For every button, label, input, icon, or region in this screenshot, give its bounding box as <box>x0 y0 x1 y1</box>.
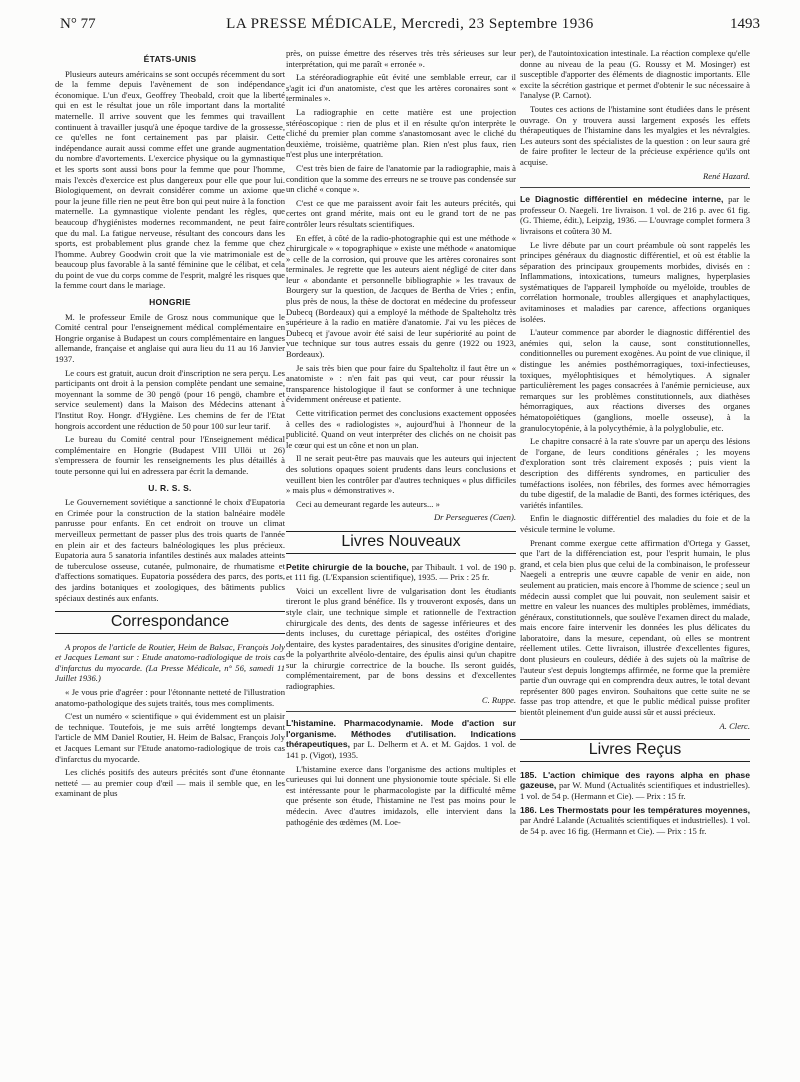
paragraph: Le cours est gratuit, aucun droit d'inscription ne sera perçu. Les participants ont droit à la pension complète pendant une semaine, moyennant la somme de 30 pengö (pour 16 pengö, chambre et service seulement) dans la Maison des Médecins attenant à l'Institut Roy. Hongr. d'Hygiène. Les chemins de fer de l'Etat hongrois accordent une réduction de 50 pour 100 sur leur tarif. <box>55 367 285 431</box>
page-header <box>60 14 760 38</box>
book-entry <box>286 718 516 760</box>
signature: A. Clerc. <box>719 720 750 731</box>
paragraph: Je sais très bien que pour faire du Spalteholtz il faut être un « anatomiste » : n'en fait pas qui veut, car pour réussir la transparence histologique il faut se conformer à une technique évidemment onéreuse et patiente. <box>286 362 516 405</box>
paragraph: près, on puisse émettre des réserves très très sérieuses sur leur interprétation, qui me paraît « erronée ». <box>286 48 516 69</box>
paragraph: C'est ce que me paraissent avoir fait les auteurs précités, qui certes ont grand mérite, mais ont eu le grand tort de ne pas contrôler leurs résultats scientifiques. <box>286 197 516 229</box>
issue-number: N° 77 <box>60 16 96 32</box>
signature: Dr Persegueres (Caen). <box>433 512 516 523</box>
paragraph: Il ne serait peut-être pas mauvais que les auteurs qui injectent des solutions opaques soient prudents dans leurs conclusions et veuillent bien les contrôler par d'autres techniques « plus difficiles » mais plus « démonstratives ». <box>286 453 516 496</box>
divider <box>286 711 516 712</box>
book-entry <box>286 562 516 583</box>
received-entry <box>520 770 750 802</box>
paragraph: Ceci au demeurant regarde les auteurs... » <box>296 498 440 509</box>
section-heading-hungary: HONGRIE <box>149 297 191 308</box>
livres-recus-heading: Livres Reçus <box>520 739 750 762</box>
book-reference: par André Lalande (Actualités scientifiques et industrielles). 1 vol. de 54 p. avec 16 fig. (Hermann et Cie). — Prix : 15 fr. <box>520 815 750 836</box>
divider <box>520 187 750 188</box>
signature: René Hazard. <box>703 170 750 181</box>
journal-title: LA PRESSE MÉDICALE, Mercredi, 23 Septembre 1936 <box>226 16 594 32</box>
paragraph: Le bureau du Comité central pour l'Enseignement médical complémentaire en Hongrie (Budapest VIII Ullöi ut 26) s'empressera de fournir les renseignements les plus détaillés à toute personne qui lui en adressera par écrit la demande. <box>55 434 285 476</box>
section-heading-urss: U. R. S. S. <box>148 482 192 493</box>
paragraph: Les clichés positifs des auteurs précités sont d'une étonnante netteté — au premier coup d'œil — mais il semble que, en les examinant de plus <box>55 767 285 799</box>
paragraph: M. le professeur Emile de Grosz nous communique que le Comité central pour l'enseignement médical complémentaire en Hongrie organise à Budapest un cours complémentaire en langues allemande, française et anglaise qui aura lieu du 11 au 16 Janvier 1937. <box>55 311 285 365</box>
book-title: L'histamine. Pharmacodynamie. Mode d'action sur l'organisme. Méthodes d'utilisation. Indications thérapeutiques, <box>286 718 516 750</box>
paragraph: A propos de l'article de Routier, Heim de Balsac, François Joly et Jacques Lemant sur : Etude anatomo-radiologique de trois cas d'infarctus du myocarde. (La Presse Médicale, n° 56, samedi 11 Juillet 1936.) <box>55 641 285 684</box>
book-entry <box>520 194 750 236</box>
book-reference: par le professeur O. Naegeli. 1re livraison. 1 vol. de 216 p. avec 61 fig. (G. Thieme, édit.), Leipzig, 1936. — L'ouvrage complet formera 3 livraisons et coûtera 30 M. <box>520 194 750 236</box>
paragraph: Cette vitrification permet des conclusions exactement opposées à celles des « radiologistes », aujourd'hui à l'honneur de la publicité. Quand on veut interpréter des clichés on ne choisit pas le cœur qui est un cône et non un plan. <box>286 408 516 450</box>
book-reference: par L. Delherm et A. et M. Gajdos. 1 vol. de 141 p. (Vigot), 1935. <box>286 739 516 761</box>
paragraph: La radiographie en cette matière est une projection stéréoscopique : rien de plus et il en résulte qu'on interprète le cliché du premier plan comme s'anastomosant avec le cliché du deuxième, troisième, quatrième plan. Rien n'est plus faux, rien n'est plus une interprétation. <box>286 106 516 160</box>
paragraph: Voici un excellent livre de vulgarisation dont les étudiants tireront le plus grand bénéfice. Ils y trouveront exposés, dans un style clair, une technique simple et rationnelle de l'extraction chirurgicale des dents, des dents de sagesse inférieures et des dents incluses, du curettage périapical, des ostéites d'origine dentaire, des kystes paradentaires, des sinusites d'origine dentaire, de la polyarthrite alvéolo-dentaire, des épulis ainsi qu'un chapitre sur la chirurgie correctrice de la bouche. Ils seront guidés, complémentairement, par de bons dessins et d'excellentes radiographies. <box>286 585 516 692</box>
paragraph: Prenant comme exergue cette affirmation d'Ortega y Gasset, que l'art de la différenciation est, pour l'esprit humain, le plus grand, et cela bien plus que celui de la combinaison, le professeur Naegeli a entrepris une œuvre capable de venir en aide, non seulement au praticien, mais encore à l'homme de science ; seul un médecin aussi complet que lui pouvait, non seulement saisir et mettre en valeur les nuances des multiples problèmes, immédiats, généraux, constitutionnels, que soulève l'examen direct du malade, mais encore faire intervenir les données les plus délicates du laboratoire, dans la mesure, cependant, où elles se montrent réellement utiles. Cette livraison, illustrée d'excellentes figures, dont plusieurs en couleurs, dédiée à des sujets où la maîtrise de l'auteur s'est depuis longtemps affirmée, ne forme que la première partie d'un ouvrage qui en comprendra deux autres, le total devant représenter 800 pages environ. Souhaitons que cette suite ne se fasse pas trop attendre, et que le public médical puisse profiter bientôt pleinement d'un guide aussi sûr et aussi précieux. <box>520 537 750 718</box>
paragraph: per), de l'autointoxication intestinale. La réaction complexe qu'elle donne au niveau de la peau (G. Roussy et M. Mosinger) est susceptible d'apporter des éléments de diagnostic importants. Elle excite la sécrétion gastrique et permet d'obtenir le suc nécessaire à l'analyse (P. Carnot). <box>520 48 750 101</box>
paragraph: La stéréoradiographie eût évité une semblable erreur, car il s'agit ici d'un anatomiste, c'est que les artères coronaires sont « terminales ». <box>286 72 516 104</box>
paragraph: C'est très bien de faire de l'anatomie par la radiographie, mais à condition que la somme des erreurs ne se trouve pas condensée sur un cliché « conque ». <box>286 162 516 195</box>
received-entry <box>520 805 750 837</box>
paragraph: Plusieurs auteurs américains se sont occupés récemment du sort de la femme depuis l'avènement de son indépendance économique. L'un d'eux, Geoffrey Theobald, croit que la liberté qui en est le résultat joue un rôle important dans la mortalité maternelle. Il arrive souvent que les femmes qui travaillent continuent à travailler jusqu'à une époque tardive de la grossesse, ce qu'elles ne font certainement pas par plaisir. Cette indépendance aurait aussi comme effet une grande augmentation du nombre d'avortements. L'exercice physique ou la gymnastique et les sports sont aussi bons pour la femme que pour l'homme, mais l'excès d'exercice est plus dangereux pour elle que pour lui. Biologiquement, on devrait considérer comme un axiome que pour la jeune fille rien ne peut être bon qui peut nuire à la fonction maternelle. La gymnastique violente pendant les règles, que beaucoup d'hygiénistes modernes recommandent, ne peut faire que du mal. La fatigue nerveuse, résultant des concours dans les sports, est probablement plus grande chez la femme que chez l'homme. Aubrey Goodwin croit que la vie matrimoniale est de beaucoup plus favorable à la santé féminine que le célibat, et cela du point de vue du corps comme de l'esprit, malgré les risques que la femme court dans le mariage. <box>55 68 285 291</box>
column-right <box>520 48 750 839</box>
column-middle <box>286 48 516 830</box>
paragraph: Le chapitre consacré à la rate s'ouvre par un aperçu des lésions de l'organe, de leurs conditions générales ; les moyens d'exploration sont très clairement exposés ; puis vient la description des différents syndromes, en particulier des tuméfactions isolées, non fébriles, des formes avec hémorragies du tube digestif, de la maladie de Banti, des formes ictériques, des variétés infantiles. <box>520 436 750 510</box>
book-title: 185. L'action chimique des rayons alpha en phase gazeuse, <box>520 769 750 791</box>
paragraph: En effet, à côté de la radio-photographie qui est une méthode « chirurgicale » « topographique » existe une méthode « anatomique » celle de la corrosion, qui prouve que les artères coronaires sont terminales. Je regrette que les auteurs aient négligé de citer dans leur « abondante et personnelle bibliographie » les travaux de Bourgery sur la question, de Jacques de Bertha de Vries ; enfin, plus près de nous, la thèse de doctorat en médecine du professeur Dubecq (Bordeaux) qui a employé la méthode de Spalteholtz très supérieure à la radio en matière d'anatomie. J'ai vu les pièces de Dubecq et j'avoue avoir été saisi de leur supériorité au point de vue technique sur tous autres essais du genre (1922 ou 1923, Bordeaux). <box>286 232 516 360</box>
book-title: Le Diagnostic différentiel en médecine interne, <box>520 194 724 205</box>
paragraph: « Je vous prie d'agréer : pour l'étonnante netteté de l'illustration anatomo-pathologique des sujets traités, tous mes compliments. <box>55 687 285 708</box>
section-heading-usa: ÉTATS-UNIS <box>143 54 197 64</box>
page-number: 1493 <box>730 16 760 32</box>
paragraph: Toutes ces actions de l'histamine sont étudiées dans le présent ouvrage. On y trouvera aussi largement exposés les effets thérapeutiques de l'histamine dans les myalgies et les névralgies. Les auteurs sont des spécialistes de la question : on leur saura gré de faire profiter le lecteur de la précieuse expérience qu'ils ont acquise. <box>520 103 750 167</box>
paragraph: C'est un numéro « scientifique » qui évidemment est un plaisir de technique. Toutefois, je me suis arrêté longtemps devant l'article de MM Daniel Routier, H. Heim de Balsac, François Joly et Jacques Lemant sur l'Etude anatomo-radiologique de trois cas d'infarctus du myocarde. <box>55 711 285 764</box>
signature: C. Ruppe. <box>481 694 516 705</box>
book-title: 186. Les Thermostats pour les températures moyennes, <box>520 804 750 815</box>
paragraph: L'auteur commence par aborder le diagnostic différentiel des anémies qui, selon la cause, sont constitutionnelles, conditionnelles ou purement exogènes. Au point de vue clinique, il distingue les anémies posthémorragiques, toxi-infectieuses, toxiques, myélophtisiques et hémolytiques. A signaler particulièrement les pages consacrées à l'anémie pernicieuse, aux remarques sur les problèmes constitutionnels, aux diathèses hémorragiques, aux réactions diverses des organes hématopoïétiques (ganglions, moelle osseuse), à la granulocytopénie, à la polycythémie, à la polyglobulie, etc. <box>520 327 750 433</box>
book-title: Petite chirurgie de la bouche, <box>286 561 409 572</box>
book-reference: par W. Mund (Actualités scientifiques et industrielles). 1 vol. de 54 p. (Hermann et Cie). — Prix : 15 fr. <box>520 780 750 801</box>
paragraph: Le Gouvernement soviétique a sanctionné le choix d'Eupatoria en Crimée pour la construction de la station balnéaire modèle panrusse pour enfants. En cet endroit on trouve un climat merveilleux permettant de passer plus des trois quarts de l'année en plein air et des facteurs balnéologiques les plus précieux. Eupatoria aura 5 sanatoria infantiles destinés aux malades atteints de tuberculose osseuse, cutanée, pulmonaire, de rhumatisme et d'affections somatiques. Eupatoria possédera des parcs, des ports, des jardins botaniques et zoologiques, des bâtiments publics spéciaux destinés aux enfants. <box>55 497 285 603</box>
livres-nouveaux-heading: Livres Nouveaux <box>286 531 516 554</box>
correspondance-heading: Correspondance <box>55 611 285 634</box>
paragraph: L'histamine exerce dans l'organisme des actions multiples et curieuses qui lui donnent une physionomie toute spéciale. Si elle est intéressante pour le pharmacologiste par la difficulté même que présente son étude, l'histamine ne l'est pas moins pour le médecin. Avec d'autres imidazols, elle intervient dans la pathogénie des œdèmes (M. Loe- <box>286 763 516 827</box>
paragraph: Enfin le diagnostic différentiel des maladies du foie et de la vésicule termine le volume. <box>520 513 750 534</box>
column-left <box>55 48 285 802</box>
paragraph: Le livre débute par un court préambule où sont rappelés les principes généraux du diagnostic différentiel, et où est établie la séparation des principaux groupements morbides, divisés en : Inflammations, intoxications, tumeurs malignes, hyperplasies systématiques de l'appareil lymphoïde ou myéloïde, troubles de corrélation hormonale, troubles allergiques et anaphylactiques, avitaminoses et maladies par carence, affections organiques isolées. <box>520 239 750 324</box>
book-reference: par Thibault. 1 vol. de 190 p. et 111 fig. (L'Expansion scientifique), 1935. — Prix : 25 fr. <box>286 561 516 583</box>
